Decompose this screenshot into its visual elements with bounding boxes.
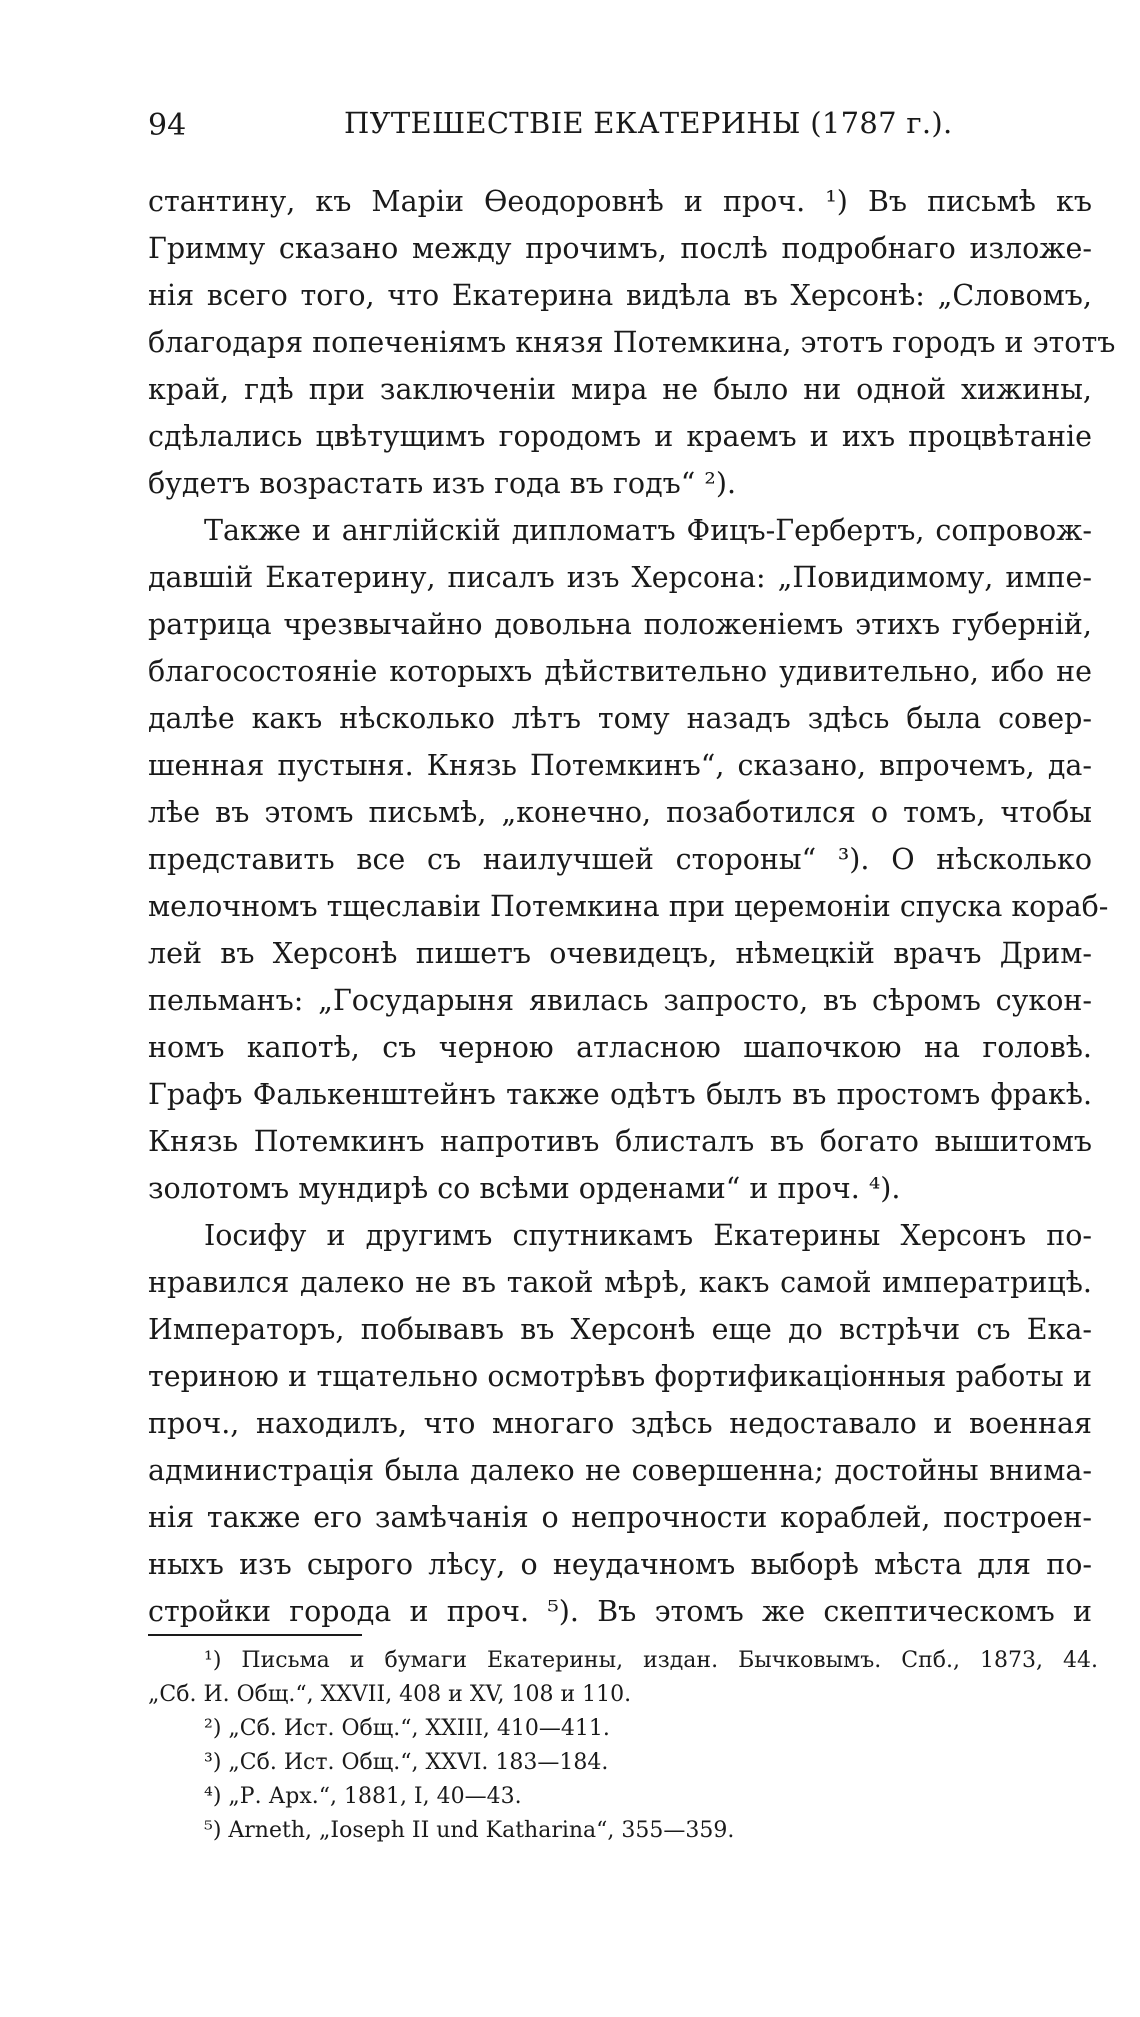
text-line: золотомъ мундирѣ со всѣми орденами“ и проч. ⁴). <box>148 1172 901 1205</box>
text-line: Іосифу и другимъ спутникамъ Екатерины Херсонъ по- <box>204 1219 1092 1252</box>
text-line: лѣе въ этомъ письмѣ, „конечно, позаботился о томъ, чтобы <box>148 796 1092 829</box>
text-line: Графъ Фалькенштейнъ также одѣтъ былъ въ простомъ фракѣ. <box>148 1078 1092 1111</box>
text-line: Императоръ, побывавъ въ Херсонѣ еще до встрѣчи съ Ека- <box>148 1313 1092 1346</box>
text-line: представить все съ наилучшей стороны“ ³). О нѣсколько <box>148 843 1092 876</box>
text-line: сдѣлались цвѣтущимъ городомъ и краемъ и ихъ процвѣтаніе <box>148 420 1092 453</box>
text-line: пельманъ: „Государыня явилась запросто, въ сѣромъ сукон- <box>148 984 1092 1017</box>
text-line: стройки города и проч. ⁵). Въ этомъ же скептическомъ и <box>148 1595 1092 1628</box>
text-line: стантину, къ Маріи Өеодоровнѣ и проч. ¹) Въ письмѣ къ <box>148 185 1092 218</box>
footnote-line: ³) „Сб. Ист. Общ.“, XXVI. 183—184. <box>204 1750 609 1775</box>
text-line: благосостояніе которыхъ дѣйствительно удивительно, ибо не <box>148 655 1092 688</box>
text-line: давшій Екатерину, писалъ изъ Херсона: „Повидимому, импе- <box>148 561 1092 594</box>
footnote-line: ²) „Сб. Ист. Общ.“, XXIII, 410—411. <box>204 1716 610 1741</box>
text-line: администрація была далеко не совершенна; достойны внима- <box>148 1454 1092 1487</box>
text-line: нія всего того, что Екатерина видѣла въ Херсонѣ: „Словомъ, <box>148 279 1092 312</box>
footnote-line: ¹) Письма и бумаги Екатерины, издан. Бычковымъ. Спб., 1873, 44. <box>204 1648 1098 1673</box>
text-line: благодаря попеченіямъ князя Потемкина, этотъ городъ и этотъ <box>148 326 1116 359</box>
text-line: Также и англійскій дипломатъ Фицъ-Гербертъ, сопровож- <box>204 514 1092 547</box>
text-line: номъ капотѣ, съ черною атласною шапочкою на головѣ. <box>148 1031 1092 1064</box>
running-title: ПУТЕШЕСТВІЕ ЕКАТЕРИНЫ (1787 г.). <box>344 106 953 140</box>
body-text <box>148 178 1116 1635</box>
footnotes <box>148 1644 1098 1848</box>
footnote-line: ⁴) „Р. Арх.“, 1881, I, 40—43. <box>204 1784 522 1809</box>
text-line: ныхъ изъ сырого лѣсу, о неудачномъ выборѣ мѣста для по- <box>148 1548 1092 1581</box>
text-line: проч., находилъ, что многаго здѣсь недоставало и военная <box>148 1407 1092 1440</box>
footnote-line: ⁵) Arneth, „Ioseph II und Katharina“, 355—359. <box>204 1818 735 1843</box>
text-line: будетъ возрастать изъ года въ годъ“ ²). <box>148 467 737 500</box>
footnote-line: „Сб. И. Общ.“, XXVII, 408 и XV, 108 и 110. <box>148 1682 632 1707</box>
footnote-divider <box>148 1634 362 1636</box>
text-line: далѣе какъ нѣсколько лѣтъ тому назадъ здѣсь была совер- <box>148 702 1092 735</box>
text-line: териною и тщательно осмотрѣвъ фортификаціонныя работы и <box>148 1360 1092 1393</box>
page-header <box>148 104 1092 152</box>
page-number: 94 <box>148 108 187 143</box>
text-line: лей въ Херсонѣ пишетъ очевидецъ, нѣмецкій врачъ Дрим- <box>148 937 1092 970</box>
text-line: шенная пустыня. Князь Потемкинъ“, сказано, впрочемъ, да- <box>148 749 1092 782</box>
text-line: Князь Потемкинъ напротивъ блисталъ въ богато вышитомъ <box>148 1125 1092 1158</box>
text-line: нія также его замѣчанія о непрочности кораблей, построен- <box>148 1501 1092 1534</box>
text-line: ратрица чрезвычайно довольна положеніемъ этихъ губерній, <box>148 608 1092 641</box>
text-line: мелочномъ тщеславіи Потемкина при церемоніи спуска кораб- <box>148 890 1109 923</box>
text-line: нравился далеко не въ такой мѣрѣ, какъ самой императрицѣ. <box>148 1266 1092 1299</box>
text-line: край, гдѣ при заключеніи мира не было ни одной хижины, <box>148 373 1092 406</box>
text-line: Гримму сказано между прочимъ, послѣ подробнаго изложе- <box>148 232 1092 265</box>
